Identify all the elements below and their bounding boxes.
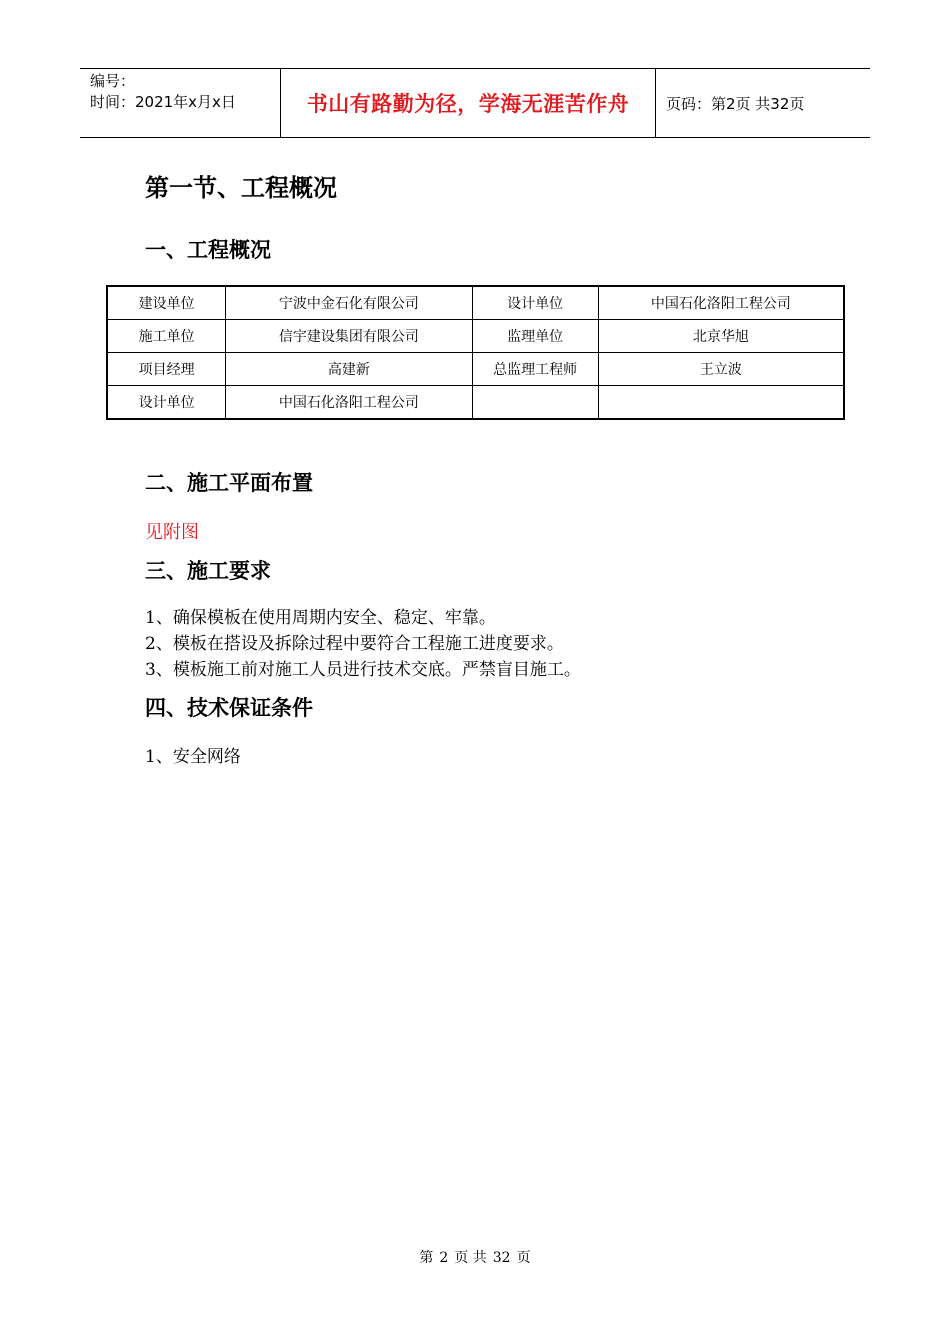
requirements-list: [145, 605, 581, 683]
table-cell: [472, 386, 598, 420]
page-header: [80, 68, 870, 138]
footer-prefix: 第: [419, 1250, 434, 1266]
requirements-heading: 三、施工要求: [145, 559, 271, 583]
section-title: 第一节、工程概况: [145, 174, 337, 202]
table-cell: 总监理工程师: [472, 353, 598, 386]
layout-heading: 二、施工平面布置: [145, 471, 313, 495]
table-cell: 北京华旭: [598, 320, 844, 353]
table-cell: 设计单位: [472, 286, 598, 320]
table-row: [107, 286, 844, 320]
table-cell: 设计单位: [107, 386, 226, 420]
table-row: [107, 320, 844, 353]
table-cell: 项目经理: [107, 353, 226, 386]
table-cell: 建设单位: [107, 286, 226, 320]
project-info-table: [106, 285, 845, 420]
list-item: 2、模板在搭设及拆除过程中要符合工程施工进度要求。: [145, 634, 564, 654]
overview-heading: 一、工程概况: [145, 238, 271, 262]
header-number: 编号：: [90, 72, 136, 90]
table-cell: 王立波: [598, 353, 844, 386]
tech-heading: 四、技术保证条件: [145, 696, 313, 720]
list-item: 1、确保模板在使用周期内安全、稳定、牢靠。: [145, 608, 496, 628]
header-motto: 书山有路勤为径，学海无涯苦作舟: [280, 69, 656, 137]
table-cell: 宁波中金石化有限公司: [226, 286, 472, 320]
list-item: 3、模板施工前对施工人员进行技术交底。严禁盲目施工。: [145, 660, 581, 680]
table-cell: 中国石化洛阳工程公司: [598, 286, 844, 320]
footer-mid: 页 共: [454, 1250, 487, 1266]
header-meta: [80, 69, 280, 137]
table-cell: 中国石化洛阳工程公司: [226, 386, 472, 420]
list-item: 1、安全网络: [145, 747, 241, 767]
table-row: [107, 386, 844, 420]
footer-suffix: 页: [516, 1250, 531, 1266]
table-cell: [598, 386, 844, 420]
table-row: [107, 353, 844, 386]
table-cell: 施工单位: [107, 320, 226, 353]
attachment-note: 见附图: [145, 522, 199, 543]
table-cell: 监理单位: [472, 320, 598, 353]
footer-total: 32: [492, 1250, 511, 1266]
footer-page: 2: [439, 1250, 449, 1266]
table-cell: 高建新: [226, 353, 472, 386]
header-page-number: 页码：第2页 共32页: [666, 94, 805, 113]
page-footer: [0, 1247, 950, 1267]
table-cell: 信宇建设集团有限公司: [226, 320, 472, 353]
header-date: 时间：2021年x月x日: [90, 93, 236, 111]
